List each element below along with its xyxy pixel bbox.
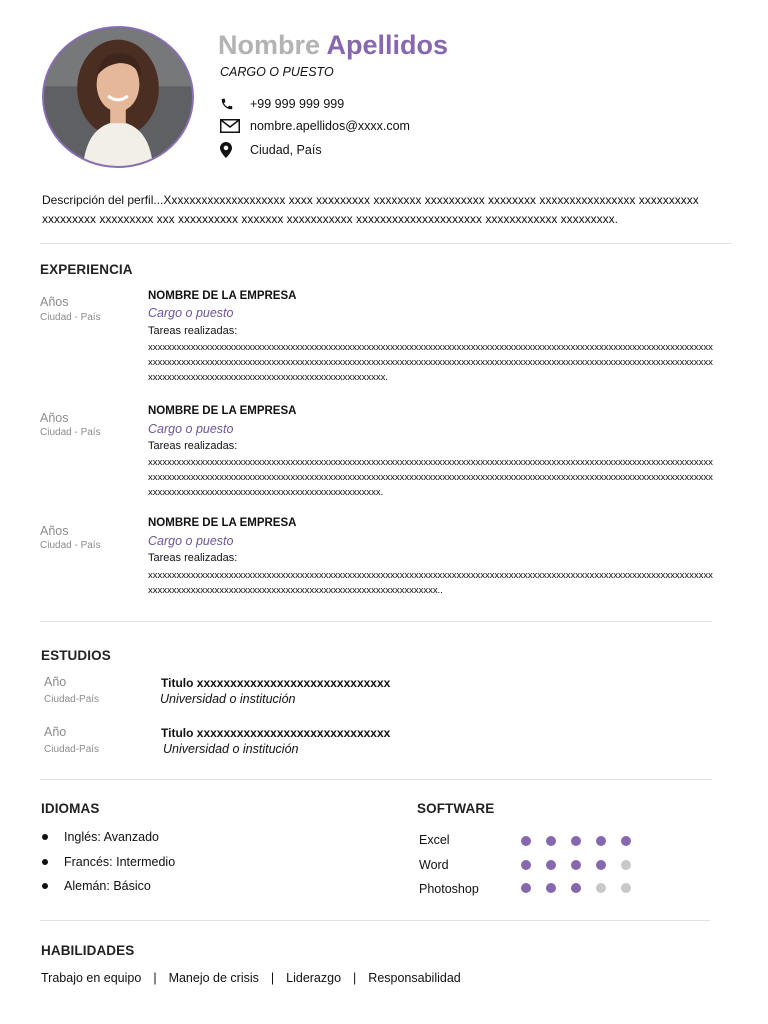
phone-icon xyxy=(220,96,242,112)
profile-description: Descripción del perfil...Xxxxxxxxxxxxxxxxxxxx xxxx xxxxxxxxx xxxxxxxx xxxxxxxxxx xxxxxxxx xxxxxxxxxxxxxxxx xxxxxxxxxx xxxxxxxxx xxxxxxxxx xxx xxxxxxxxxx xxxxxxx xxxxxxxxxxx xxxxxxxxxxxxxxxxxxxxx xxxxxxxxxxxx xxxxxxxxx. xyxy=(42,193,699,226)
email-text: nombre.apellidos@xxxx.com xyxy=(250,119,410,133)
rating-dot-filled xyxy=(571,883,581,893)
divider xyxy=(40,621,712,622)
education-degree: Titulo xxxxxxxxxxxxxxxxxxxxxxxxxxxxx xyxy=(161,726,391,740)
location-text: Ciudad, País xyxy=(250,143,322,157)
rating-dot-filled xyxy=(546,860,556,870)
skill-item: Trabajo en equipo xyxy=(41,971,142,985)
experience-tasks: xxxxxxxxxxxxxxxxxxxxxxxxxxxxxxxxxxxxxxxxxxxxxxxxxxxxxxxxxxxxxxxxxxxxxxxxxxxxxxxxxxxxxxxxxxxxxxxxxxxxxxxxxxxxxxxxxxxxxxxxxxxxxxxxxxxxxxxxxxxxxxxxxxxxxxxxxxxxxxxxxxxxxxxxxxxxxxxxxxxx.. xyxy=(148,570,713,596)
experience-tasks: xxxxxxxxxxxxxxxxxxxxxxxxxxxxxxxxxxxxxxxxxxxxxxxxxxxxxxxxxxxxxxxxxxxxxxxxxxxxxxxxxxxxxxxxxxxxxxxxxxxxxxxxxxxxxxxxxxxxxxxxxxxxxxxxxxxxxxxxxxxxxxxxxxxxxxxxxxxxxxxxxxxxxxxxxxxxxxxxxxxxxxxxxxxxxxxxxxxxxxxxxxxxxxxxxxxxxxxxxxxxxxxxxxxxxxxxxxxxxxxxxxxxxxxxxxxxxxxxxxxxxxxxxxxxxxxxxxxxxxxxxxxxxxx. xyxy=(148,457,713,498)
rating-dot-filled xyxy=(546,836,556,846)
language-text: Inglés: Avanzado xyxy=(64,830,159,844)
envelope-icon xyxy=(220,118,242,134)
experience-tasks-label: Tareas realizadas: xyxy=(148,552,238,564)
language-item xyxy=(40,830,159,844)
education-title: ESTUDIOS xyxy=(41,648,111,663)
full-name xyxy=(218,30,448,61)
experience-years: Años xyxy=(40,295,69,309)
education-year: Año xyxy=(44,725,67,739)
rating-dot-filled xyxy=(621,836,631,846)
rating-dot-filled xyxy=(571,836,581,846)
last-name: Apellidos xyxy=(326,30,449,60)
experience-role: Cargo o puesto xyxy=(148,534,234,548)
experience-role: Cargo o puesto xyxy=(148,306,234,320)
skills-list xyxy=(41,971,461,985)
language-item xyxy=(40,879,151,893)
skill-item: Manejo de crisis xyxy=(168,971,259,985)
profile-photo xyxy=(42,26,194,168)
software-name: Word xyxy=(419,858,449,872)
experience-years: Años xyxy=(40,524,69,538)
skill-item: Responsabilidad xyxy=(368,971,461,985)
rating-dot-filled xyxy=(521,860,531,870)
education-year: Año xyxy=(44,675,67,689)
rating-dot-filled xyxy=(596,836,606,846)
language-item xyxy=(40,855,175,869)
map-pin-icon xyxy=(220,142,242,158)
experience-city: Ciudad - País xyxy=(40,540,101,551)
experience-tasks: xxxxxxxxxxxxxxxxxxxxxxxxxxxxxxxxxxxxxxxxxxxxxxxxxxxxxxxxxxxxxxxxxxxxxxxxxxxxxxxxxxxxxxxxxxxxxxxxxxxxxxxxxxxxxxxxxxxxxxxxxxxxxxxxxxxxxxxxxxxxxxxxxxxxxxxxxxxxxxxxxxxxxxxxxxxxxxxxxxxxxxxxxxxxxxxxxxxxxxxxxxxxxxxxxxxxxxxxxxxxxxxxxxxxxxxxxxxxxxxxxxxxxxxxxxxxxxxxxxxxxxxxxxxxxxxxxxxxxxxxxxxxxxxx. xyxy=(148,342,713,383)
experience-city: Ciudad - País xyxy=(40,427,101,438)
contact-email xyxy=(220,116,410,136)
software-name: Excel xyxy=(419,833,450,847)
rating-dot-empty xyxy=(596,883,606,893)
bullet-icon xyxy=(42,859,48,865)
experience-tasks-label: Tareas realizadas: xyxy=(148,325,238,337)
contact-phone xyxy=(220,94,344,114)
rating-dot-empty xyxy=(621,883,631,893)
skill-item: Liderazgo xyxy=(286,971,342,985)
education-institution: Universidad o institución xyxy=(163,742,299,756)
rating-dot-empty xyxy=(621,860,631,870)
education-institution: Universidad o institución xyxy=(160,692,296,706)
divider xyxy=(40,920,710,921)
job-role: CARGO O PUESTO xyxy=(220,65,334,79)
bullet-icon xyxy=(42,834,48,840)
rating-dot-filled xyxy=(596,860,606,870)
phone-text: +99 999 999 999 xyxy=(250,97,345,111)
experience-title: EXPERIENCIA xyxy=(40,262,133,277)
rating-dot-filled xyxy=(521,883,531,893)
education-city: Ciudad-País xyxy=(44,694,100,705)
software-rating xyxy=(521,836,631,846)
profile-photo-image xyxy=(44,28,192,166)
experience-company: NOMBRE DE LA EMPRESA xyxy=(148,517,297,529)
languages-title: IDIOMAS xyxy=(41,801,100,816)
language-text: Francés: Intermedio xyxy=(64,855,176,869)
rating-dot-filled xyxy=(546,883,556,893)
experience-tasks-label: Tareas realizadas: xyxy=(148,440,238,452)
language-text: Alemán: Básico xyxy=(64,879,151,893)
experience-city: Ciudad - País xyxy=(40,312,101,323)
experience-company: NOMBRE DE LA EMPRESA xyxy=(148,405,297,417)
experience-role: Cargo o puesto xyxy=(148,422,234,436)
skill-separator: | xyxy=(153,971,157,985)
experience-company: NOMBRE DE LA EMPRESA xyxy=(148,290,297,302)
first-name: Nombre xyxy=(218,30,321,60)
software-name: Photoshop xyxy=(419,882,479,896)
skill-separator: | xyxy=(353,971,357,985)
divider xyxy=(40,779,712,780)
rating-dot-filled xyxy=(571,860,581,870)
software-rating xyxy=(521,883,631,893)
education-city: Ciudad-País xyxy=(44,744,100,755)
skills-title: HABILIDADES xyxy=(41,943,135,958)
software-title: SOFTWARE xyxy=(417,801,495,816)
software-rating xyxy=(521,860,631,870)
contact-location xyxy=(220,140,322,160)
experience-years: Años xyxy=(40,411,69,425)
divider xyxy=(40,243,732,244)
bullet-icon xyxy=(42,883,48,889)
skill-separator: | xyxy=(270,971,275,985)
education-degree: Titulo xxxxxxxxxxxxxxxxxxxxxxxxxxxxx xyxy=(161,676,391,690)
rating-dot-filled xyxy=(521,836,531,846)
